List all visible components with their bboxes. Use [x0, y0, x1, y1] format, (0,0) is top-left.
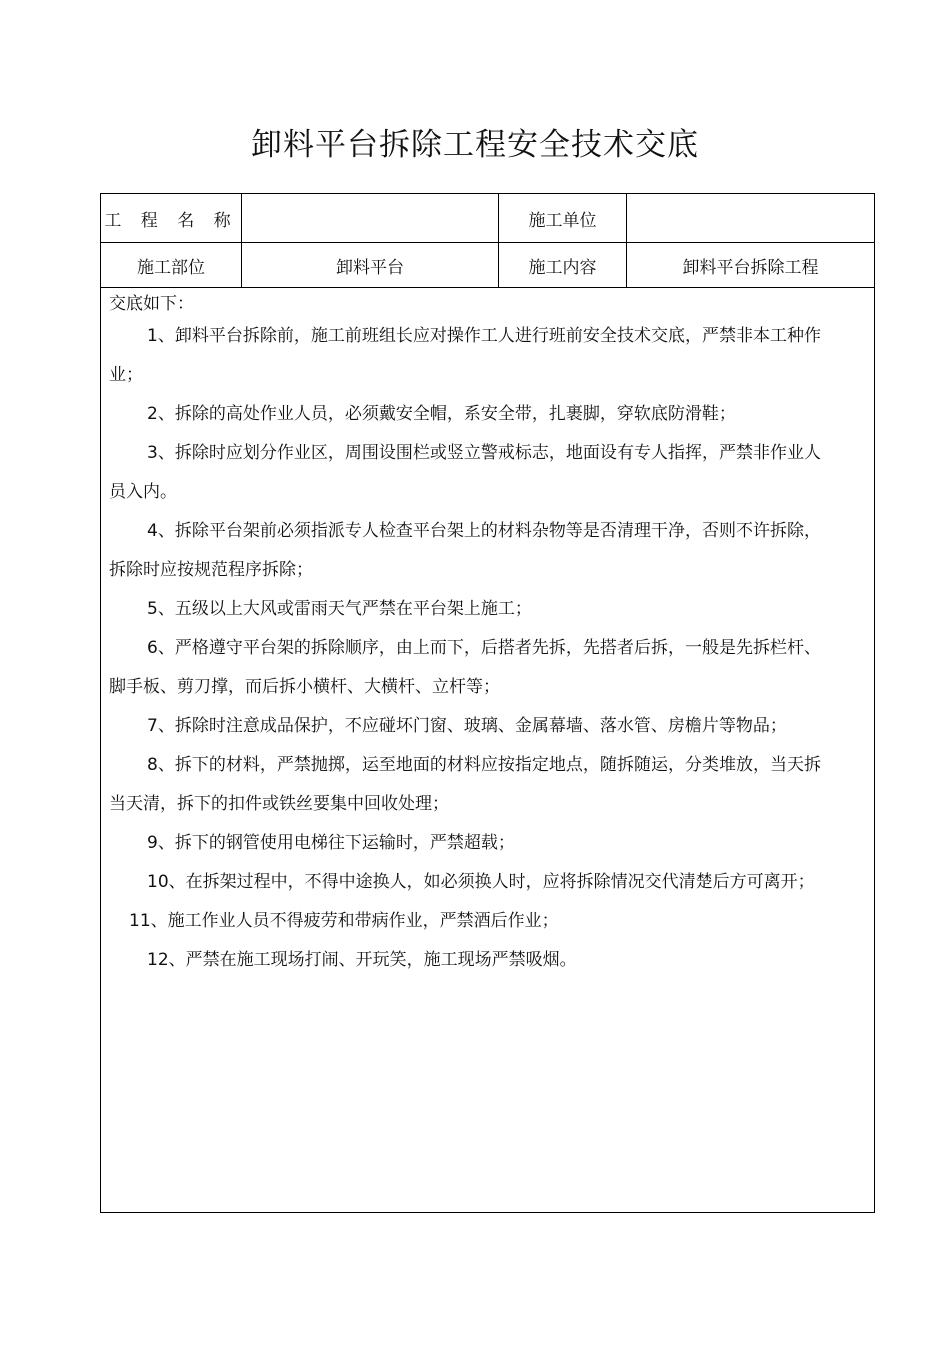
- disclosure-item: 3、拆除时应划分作业区，周围设围栏或竖立警戒标志，地面设有专人指挥，严禁非作业人员入内。: [109, 443, 821, 502]
- construction-part-label: 施工部位: [137, 257, 205, 278]
- disclosure-intro: 交底如下：: [109, 294, 194, 314]
- disclosure-item: 2、拆除的高处作业人员，必须戴安全帽，系安全带，扎裹脚，穿软底防滑鞋；: [147, 404, 736, 424]
- construction-content-label: 施工内容: [528, 257, 597, 278]
- disclosure-item: 11、施工作业人员不得疲劳和带病作业，严禁酒后作业；: [129, 911, 559, 931]
- disclosure-item: 9、拆下的钢管使用电梯往下运输时，严禁超载；: [147, 833, 515, 853]
- construction-part-value: 卸料平台: [336, 257, 404, 278]
- project-name-label: 工 程 名 称: [104, 210, 238, 231]
- row-divider: [101, 287, 874, 288]
- project-name-value: [242, 194, 498, 242]
- construction-content-value: 卸料平台拆除工程: [682, 257, 819, 278]
- disclosure-item: 8、拆下的材料，严禁抛掷，运至地面的材料应按指定地点，随拆随运，分类堆放，当天拆当天清，拆下的扣件或铁丝要集中回收处理；: [109, 755, 821, 814]
- disclosure-item: 10、在拆架过程中，不得中途换人，如必须换人时，应将拆除情况交代清楚后方可离开；: [147, 872, 815, 892]
- disclosure-item: 1、卸料平台拆除前，施工前班组长应对操作工人进行班前安全技术交底，严禁非本工种作业；: [109, 326, 821, 385]
- disclosure-item: 6、严格遵守平台架的拆除顺序，由上而下，后搭者先拆，先搭者后拆，一般是先拆栏杆、脚手板、剪刀撑，而后拆小横杆、大横杆、立杆等；: [109, 638, 821, 697]
- disclosure-body: [109, 291, 821, 980]
- disclosure-item: 5、五级以上大风或雷雨天气严禁在平台架上施工；: [147, 599, 532, 619]
- construction-unit-value: [627, 194, 874, 242]
- construction-unit-label: 施工单位: [528, 210, 597, 231]
- disclosure-item: 7、拆除时注意成品保护，不应碰坏门窗、玻璃、金属幕墙、落水管、房檐片等物品；: [147, 716, 787, 736]
- document-title: 卸料平台拆除工程安全技术交底: [251, 127, 699, 163]
- disclosure-table: [100, 193, 875, 1213]
- disclosure-item: 4、拆除平台架前必须指派专人检查平台架上的材料杂物等是否清理干净，否则不许拆除，拆除时应按规范程序拆除；: [109, 521, 821, 580]
- disclosure-item: 12、严禁在施工现场打闹、开玩笑，施工现场严禁吸烟。: [147, 950, 577, 970]
